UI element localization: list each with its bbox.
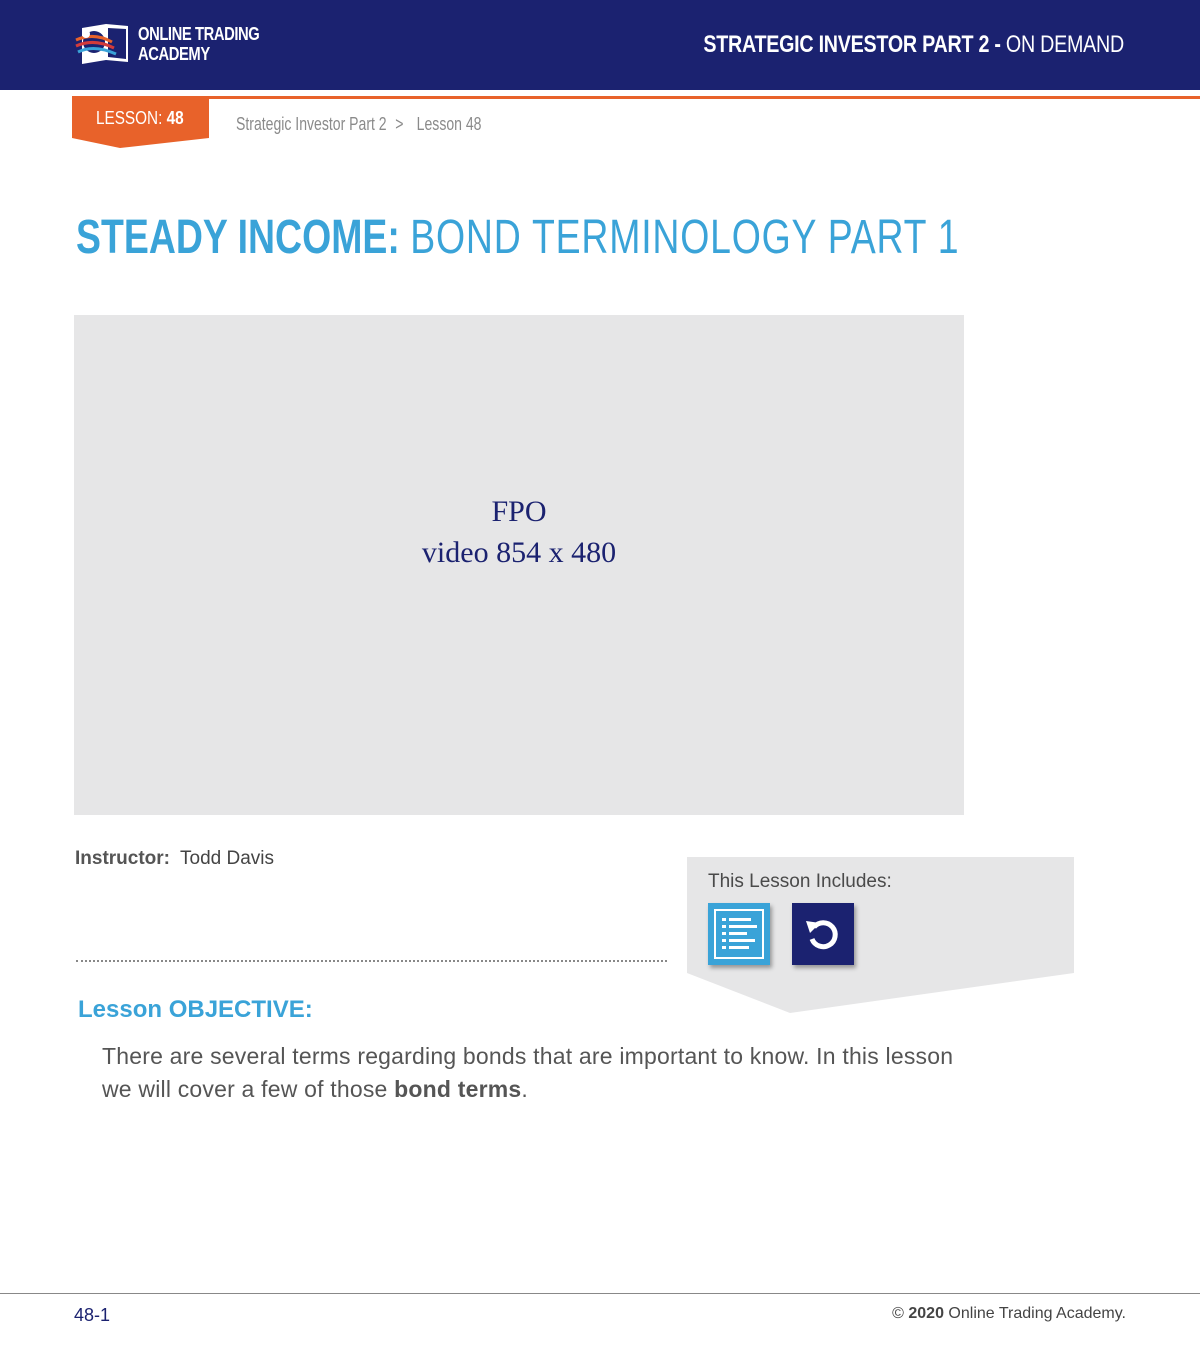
video-caption-line-1: FPO xyxy=(491,495,547,528)
logo-line-1: ONLINE TRADING xyxy=(138,24,260,44)
orange-divider xyxy=(208,96,1200,99)
course-title-light: ON DEMAND xyxy=(1005,31,1124,58)
page-title xyxy=(76,210,959,266)
video-placeholder[interactable] xyxy=(74,315,964,815)
instructor-label: Instructor: xyxy=(75,848,170,869)
copyright-owner: Online Trading Academy. xyxy=(948,1305,1126,1322)
objective-text-bold: bond terms xyxy=(394,1076,522,1102)
online-trading-academy-logo[interactable] xyxy=(72,20,260,68)
logo-wordmark xyxy=(138,24,277,64)
lesson-includes-title: This Lesson Includes: xyxy=(708,871,892,892)
logo-book-icon xyxy=(72,22,132,68)
footer-divider xyxy=(0,1293,1200,1294)
objective-text-end: . xyxy=(521,1076,528,1102)
copyright-year: 2020 xyxy=(908,1305,944,1322)
copyright xyxy=(892,1305,1126,1323)
section-divider xyxy=(76,960,667,962)
breadcrumb-item-lesson[interactable]: Lesson 48 xyxy=(416,114,482,134)
course-title-bold: STRATEGIC INVESTOR PART 2 - xyxy=(703,31,1001,58)
video-caption-line-2: video 854 x 480 xyxy=(421,536,617,569)
lesson-includes-panel xyxy=(687,857,1074,1013)
lesson-number: 48 xyxy=(166,108,184,128)
breadcrumb-item-course[interactable]: Strategic Investor Part 2 xyxy=(236,114,387,134)
logo-line-2: ACADEMY xyxy=(138,44,210,64)
lesson-tab xyxy=(72,96,209,148)
objective-text xyxy=(102,1040,982,1106)
objective-heading: Lesson OBJECTIVE: xyxy=(78,996,313,1023)
page-title-strong: STEADY INCOME: xyxy=(76,211,400,264)
breadcrumb-separator: > xyxy=(395,114,404,134)
lesson-label: LESSON: xyxy=(96,108,163,128)
objective-text-main: There are several terms regarding bonds that are important to know. In this lesson we will cover a few of those xyxy=(102,1043,954,1102)
page-title-thin: BOND TERMINOLOGY PART 1 xyxy=(410,211,960,264)
review-refresh-icon[interactable] xyxy=(792,903,854,965)
top-header-bar xyxy=(0,0,1200,90)
breadcrumb xyxy=(236,114,481,135)
instructor-name: Todd Davis xyxy=(180,848,274,869)
page-number: 48-1 xyxy=(74,1305,111,1325)
video-caption xyxy=(74,491,964,573)
instructor-info xyxy=(75,848,274,870)
copyright-symbol: © xyxy=(892,1305,904,1322)
lesson-tab-text xyxy=(96,108,184,129)
course-title xyxy=(703,31,1124,59)
outline-list-icon[interactable] xyxy=(708,903,770,965)
